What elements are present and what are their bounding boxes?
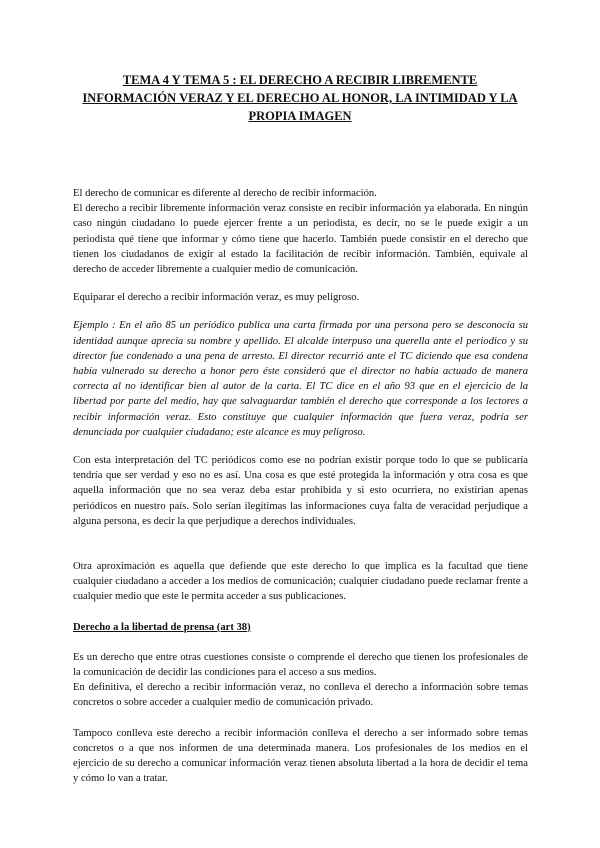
- paragraph-equiparar: Equiparar el derecho a recibir información veraz, es muy peligroso.: [73, 292, 360, 304]
- paragraph-tampoco-conlleva: Tampoco conlleva este derecho a recibir información conlleva el derecho a ser informado sobre temas concretos o a que nos informen de una determinada manera. Los profesionales de los medios en el ejercicio de su derecho a comunicar información veraz tienen absoluta libertad a la hora de decidir el tema y cómo lo van a tratar.: [73, 727, 528, 785]
- document-body: [73, 186, 528, 787]
- document-title: TEMA 4 Y TEMA 5 : EL DERECHO A RECIBIR LIBREMENTE INFORMACIÓN VERAZ Y EL DERECHO AL HONOR, LA INTIMIDAD Y LA PROPIA IMAGEN: [82, 73, 518, 123]
- paragraph-en-definitiva: En definitiva, el derecho a recibir información veraz, no conlleva el derecho a información sobre temas concretos o sobre acceder a cualquier medio de comunicación privado.: [73, 682, 528, 709]
- paragraph-interpretacion-tc: Con esta interpretación del TC periódicos como ese no podrían existir porque todo lo que se publicaría tendría que ser verdad y eso no es así. Una cosa es que esté protegida la información y otra cosa es que aquella información que no sea veraz deba estar prohibida y si esto ocurriera, no existirían apenas periódicos en nuestro país. Solo serían ilegítimas las informaciones cuya falta de veracidad perjudique a alguna persona, es decir la que perjudique a derechos individuales.: [73, 455, 528, 527]
- paragraph-comunicar-vs-recibir: El derecho de comunicar es diferente al derecho de recibir información.: [73, 188, 377, 199]
- paragraph-definicion-derecho: El derecho a recibir libremente información veraz consiste en recibir información ya elaborada. En ningún caso ningún ciudadano lo puede ejercer frente a un periodista, es decir, no se le puede exigir a un periodista qué tiene que informar y cómo tiene que hacerlo. También puede consistir en el derecho que tienen los ciudadanos de exigir al estado la facilitación de recibir información. También, equivale al derecho de acceder libremente a cualquier medio de comunicación.: [73, 203, 528, 276]
- paragraph-otra-aproximacion: Otra aproximación es aquella que defiende que este derecho lo que implica es la facultad que tiene cualquier ciudadano a acceder a los medios de comunicación; cualquier ciudadano puede reclamar frente a cualquier medio que este le permita acceder a sus publicaciones.: [73, 561, 528, 603]
- paragraph-derecho-profesionales: Es un derecho que entre otras cuestiones consiste o comprende el derecho que tienen los profesionales de la comunicación de decidir las condiciones para el acceso a sus medios.: [73, 651, 528, 679]
- section-heading-libertad-prensa: Derecho a la libertad de prensa (art 38): [73, 621, 251, 633]
- paragraph-ejemplo: Ejemplo : En el año 85 un periódico publica una carta firmada por una persona pero se desconocía su identidad aunque aprecia su nombre y apellido. El alcalde interpuso una querella ante el periodico y su director fue condenado a una pena de arresto. El director recurrió ante el TC diciendo que esa condena había vulnerado su derecho a honor pero éste consideró que el director no había actuado de manera correcta al no identificar bien al autor de la carta. El TC dice en el año 93 que en el ejercicio de la libertad por parte del medio, hay que salvaguardar también el derecho que corresponde a los lectores a recibir información veraz. Esto constituye que cualquier información que fuera veraz, podría ser denunciada por cualquier ciudadano; este alcance es muy peligroso.: [73, 320, 528, 438]
